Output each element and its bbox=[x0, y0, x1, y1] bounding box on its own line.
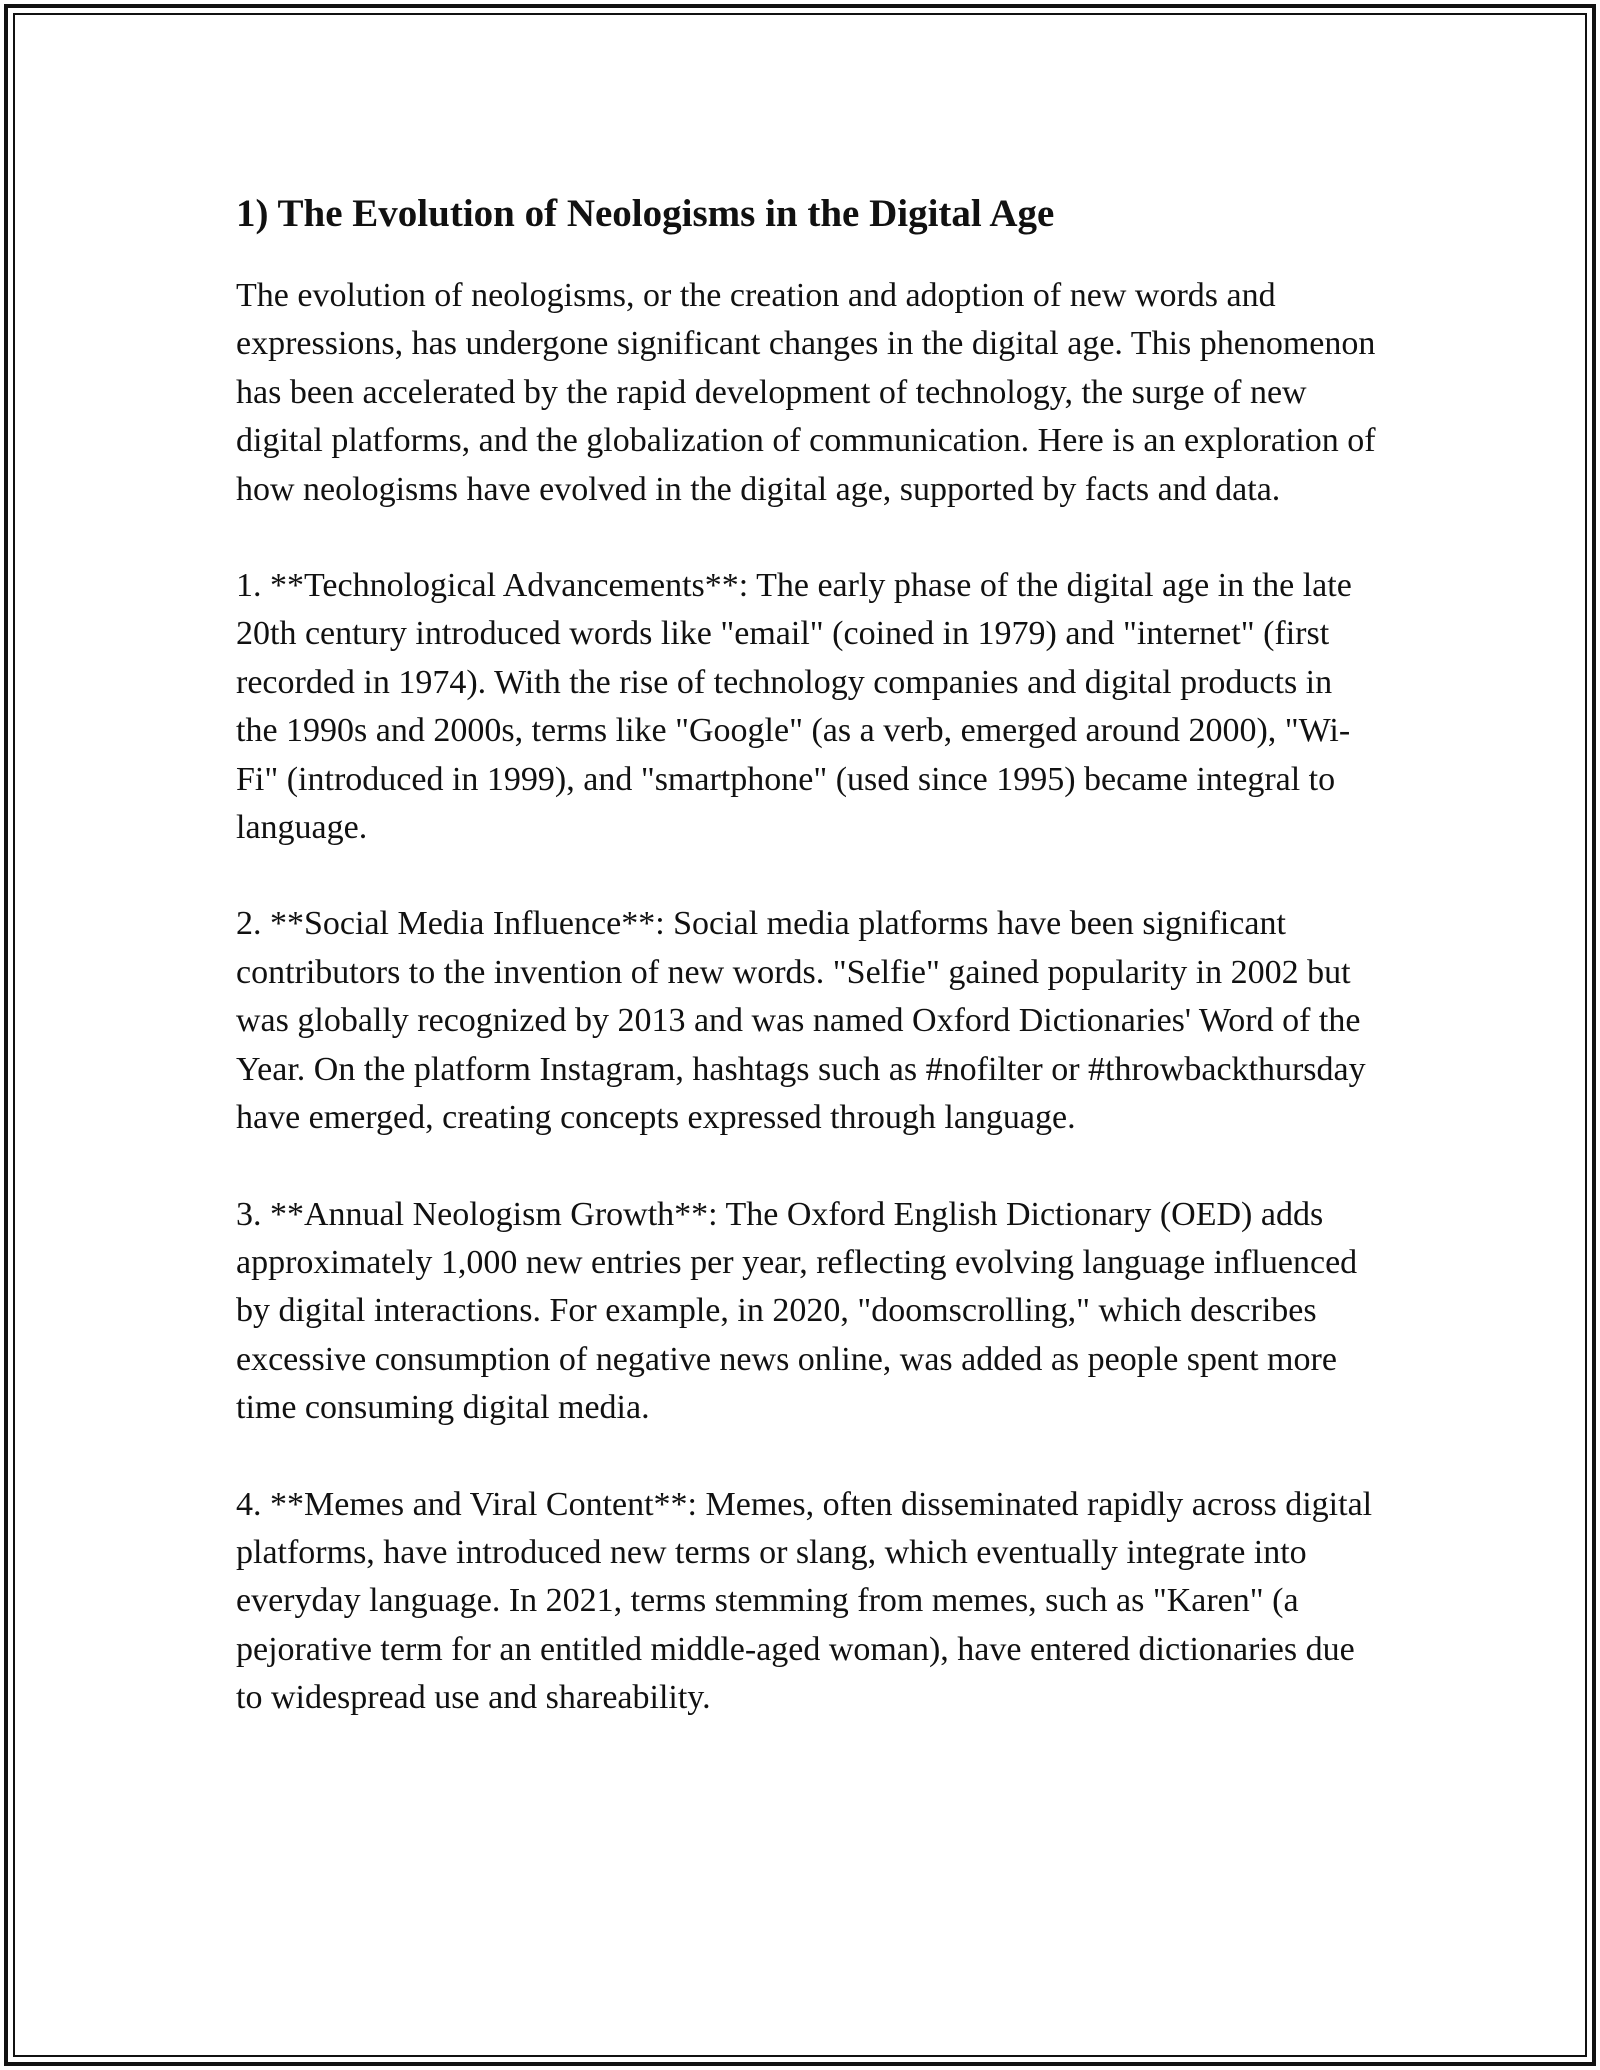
paragraph-technological-advancements: 1. **Technological Advancements**: The early phase of the digital age in the late 20th century introduced words like "email" (coined in 1979) and "internet" (first recorded in 1974). With the rise of technology companies and digital products in the 1990s and 2000s, terms like "Google" (as a verb, emerged around 2000), "Wi-Fi" (introduced in 1999), and "smartphone" (used since 1995) became integral to language. bbox=[236, 567, 1352, 847]
paragraph-social-media-influence: 2. **Social Media Influence**: Social media platforms have been significant contributors to the invention of new words. "Selfie" gained popularity in 2002 but was globally recognized by 2013 and was named Oxford Dictionaries' Word of the Year. On the platform Instagram, hashtags such as #nofilter or #throwbackthursday have emerged, creating concepts expressed through language. bbox=[236, 905, 1366, 1137]
paragraph-annual-neologism-growth: 3. **Annual Neologism Growth**: The Oxford English Dictionary (OED) adds approximately 1,000 new entries per year, reflecting evolving language influenced by digital interactions. For example, in 2020, "doomscrolling," which describes excessive consumption of negative news online, was added as people spent more time consuming digital media. bbox=[236, 1195, 1358, 1427]
intro-paragraph: The evolution of neologisms, or the creation and adoption of new words and expressions, has undergone significant changes in the digital age. This phenomenon has been accelerated by the rapid development of technology, the surge of new digital platforms, and the globalization of communication. Here is an exploration of how neologisms have evolved in the digital age, supported by facts and data. bbox=[236, 277, 1376, 508]
paragraph-memes-viral-content: 4. **Memes and Viral Content**: Memes, often disseminated rapidly across digital platforms, have introduced new terms or slang, which eventually integrate into everyday language. In 2021, terms stemming from memes, such as "Karen" (a pejorative term for an entitled middle-aged woman), have entered dictionaries due to widespread use and shareability. bbox=[236, 1485, 1373, 1717]
document-body bbox=[236, 186, 1376, 1771]
document-title: 1) The Evolution of Neologisms in the Digital Age bbox=[236, 192, 1055, 235]
